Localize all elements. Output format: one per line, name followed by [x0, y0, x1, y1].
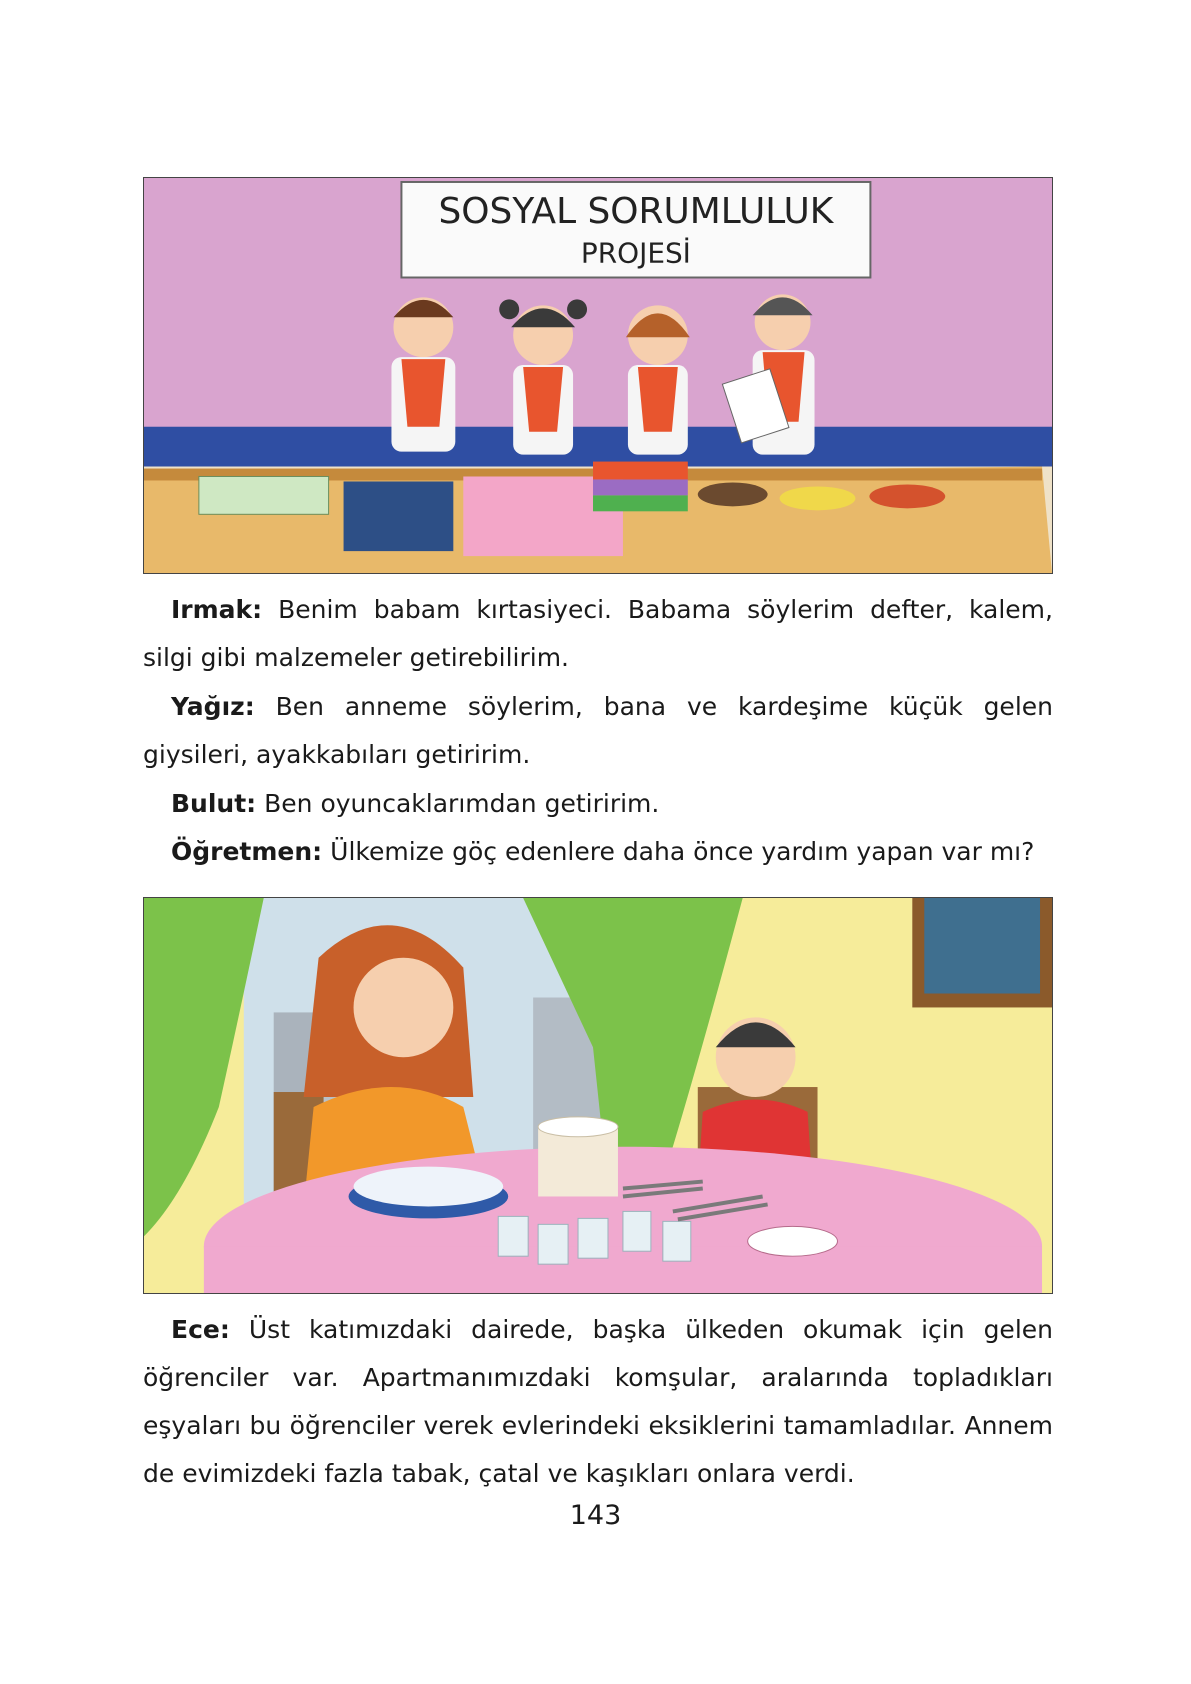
- speaker-teacher: Öğretmen:: [171, 837, 323, 866]
- speaker-yagiz: Yağız:: [171, 692, 255, 721]
- dialogue-ece: [143, 1306, 1053, 1498]
- child-3: [626, 305, 690, 454]
- sign-line2: PROJESİ: [580, 236, 691, 270]
- text-bulut: Ben oyuncaklarımdan getiririm.: [264, 789, 660, 818]
- stationery-boxes: [199, 476, 329, 514]
- sign-line1: SOSYAL SORUMLULUK: [438, 190, 834, 232]
- speaker-ece: Ece:: [171, 1315, 230, 1344]
- red-shoes: [869, 484, 945, 508]
- folded-clothes-stack: [593, 462, 688, 480]
- dialogue-teacher: [143, 828, 1053, 876]
- text-yagiz: Ben anneme söylerim, bana ve kardeşime küçük gelen giysileri, ayakkabıları getiririm.: [143, 692, 1053, 769]
- text-teacher: Ülkemize göç edenlere daha önce yardım yapan var mı?: [330, 837, 1035, 866]
- speaker-irmak: Irmak:: [171, 595, 263, 624]
- blue-skirting: [144, 427, 1052, 467]
- page-number: 143: [569, 1500, 622, 1531]
- bowl-stack: [538, 1127, 618, 1197]
- folded-jeans: [344, 481, 454, 551]
- dialogue-irmak: [143, 586, 1053, 682]
- illustration-kitchen-table: [143, 897, 1053, 1294]
- classroom-scene: [144, 178, 1052, 573]
- small-plates: [748, 1226, 838, 1256]
- child-1: [391, 297, 455, 451]
- brown-shoes: [698, 482, 768, 506]
- yellow-shoes: [780, 486, 856, 510]
- dining-scene: [144, 898, 1052, 1293]
- dialogue-bulut: [143, 780, 1053, 828]
- text-irmak: Benim babam kırtasiyeci. Babama söylerim defter, kalem, silgi gibi malzemeler getirebilirim.: [143, 595, 1053, 672]
- text-ece: Üst katımızdaki dairede, başka ülkeden okumak için gelen öğrenciler var. Apartmanımızdaki komşular, aralarında topladıkları eşyaları bu öğrenciler verek evlerindeki eksiklerini tamamladılar. Annem de evimizdeki fazla tabak, çatal ve kaşıkları onlara verdi.: [143, 1315, 1053, 1488]
- speaker-bulut: Bulut:: [171, 789, 257, 818]
- dialogue-yagiz: [143, 683, 1053, 779]
- illustration-social-responsibility: [143, 177, 1053, 574]
